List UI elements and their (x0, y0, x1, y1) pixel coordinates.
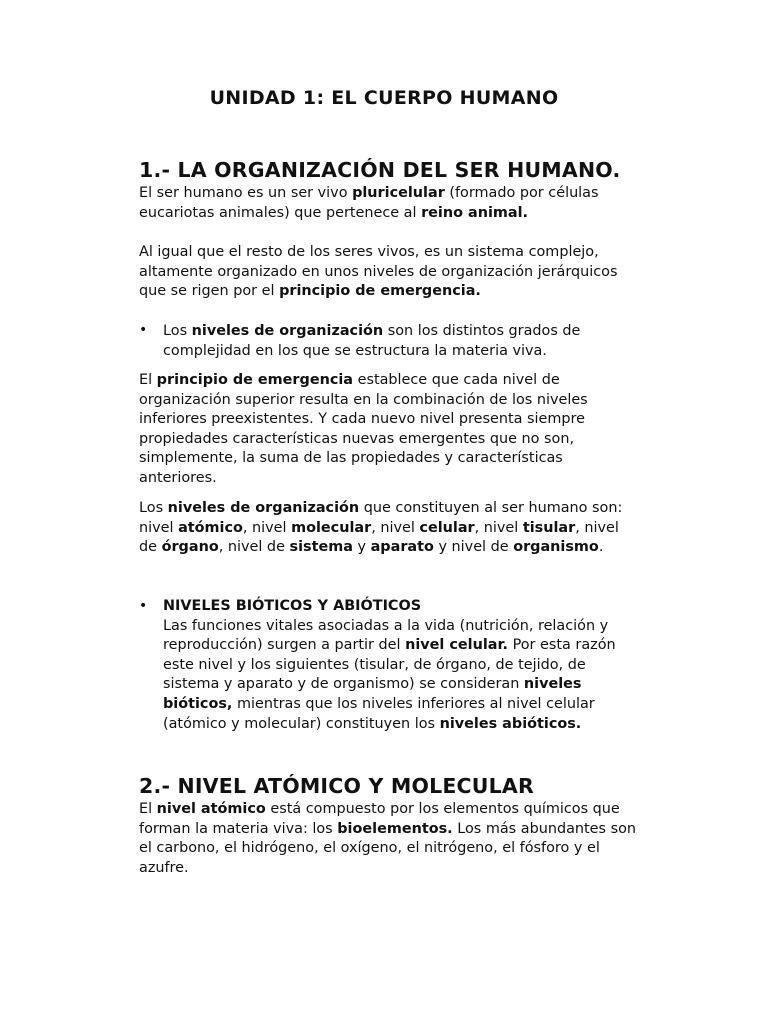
bold-term: tisular (522, 519, 576, 536)
bold-term: principio de emergencia. (279, 283, 481, 300)
bold-term: niveles (523, 676, 582, 693)
bold-term: celular (419, 519, 475, 536)
bold-term: organismo (513, 539, 599, 556)
document-title: UNIDAD 1: EL CUERPO HUMANO (209, 87, 559, 109)
bold-term: atómico (178, 519, 243, 536)
bold-term: niveles de organización (191, 323, 384, 339)
section-1-heading: 1.- LA ORGANIZACIÓN DEL SER HUMANO. (139, 158, 621, 182)
bullet-icon: • (139, 598, 148, 614)
bold-term: órgano (161, 539, 219, 556)
bullet-icon: • (139, 322, 148, 338)
bold-term: molecular (291, 519, 372, 536)
section-1-paragraph-2: Al igual que el resto de los seres vivos, es un sistema complejo, altamente organizado en unos niveles de organización jerárquicos que se rigen por el principio de emergencia. (139, 244, 618, 300)
section-1-paragraph-1: El ser humano es un ser vivo pluricelular (formado por células eucariotas animales) que pertenece al reino animal. (139, 185, 599, 221)
bold-term: bioelementos. (337, 820, 453, 837)
bold-term: principio de emergencia (156, 372, 354, 388)
bold-term: niveles de organización (167, 500, 360, 516)
bold-term: pluricelular (352, 185, 445, 201)
bold-term: reino animal. (421, 204, 528, 221)
bold-term: NIVELES BIÓTICOS Y ABIÓTICOS (163, 598, 422, 614)
bullet-levels-of-organization: Los niveles de organización son los distintos grados de complejidad en los que se estructura la materia viva. (163, 323, 581, 359)
bullet-biotic-abiotic-levels: NIVELES BIÓTICOS Y ABIÓTICOS Las funciones vitales asociadas a la vida (nutrición, relación y reproducción) surgen a partir del nivel celular. Por esta razón este nivel y los siguientes (tisular, de órgano, de tejido, de sistema y aparato y de organismo) se consideran niveles bióticos, mientras que los niveles inferiores al nivel celular (atómico y molecular) constituyen los niveles abióticos. (163, 598, 616, 732)
bold-term: nivel atómico (156, 801, 266, 817)
bold-term: nivel celular. (405, 637, 508, 654)
bold-term: niveles abióticos. (439, 715, 582, 732)
section-2-paragraph-1: El nivel atómico está compuesto por los elementos químicos que forman la materia viva: los bioelementos. Los más abundantes son el carbono, el hidrógeno, el oxígeno, el nitrógeno, el fósforo y el azufre. (139, 801, 637, 876)
section-1-paragraph-3: El principio de emergencia establece que cada nivel de organización superior resulta en la combinación de los niveles inferiores preexistentes. Y cada nuevo nivel presenta siempre propiedades características nuevas emergentes que no son, simplemente, la suma de las propiedades y características anteriores. (139, 372, 588, 486)
bold-term: bióticos, (163, 695, 233, 712)
bold-term: sistema (289, 539, 353, 556)
section-1-paragraph-4: Los niveles de organización que constituyen al ser humano son: nivel atómico, nivel molecular, nivel celular, nivel tisular, nivel de órgano, nivel de sistema y aparato y nivel de organismo. (139, 500, 623, 556)
section-2-heading: 2.- NIVEL ATÓMICO Y MOLECULAR (139, 774, 534, 798)
bold-term: aparato (370, 539, 434, 556)
